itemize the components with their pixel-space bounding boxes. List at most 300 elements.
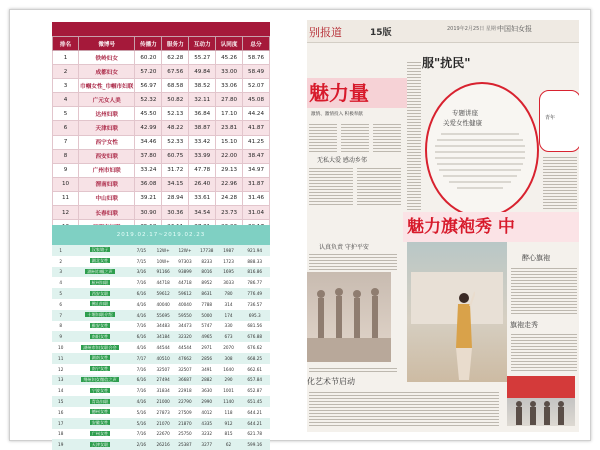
table-cell: 118 [218,407,240,418]
table-cell: 1140 [218,396,240,407]
list-item [52,256,270,267]
table-cell: 6 [53,121,79,135]
table-cell: 16 [52,407,69,418]
table-cell: 97303 [174,256,196,267]
text-column [511,332,577,372]
table-cell: 7/17 [130,353,152,364]
text-column [407,60,421,210]
table-cell: 15 [52,396,69,407]
photo-performers [307,272,391,362]
table-cell: 1695 [218,267,240,278]
table-row [53,121,270,135]
account-name: 湖南女性 [91,355,109,361]
bottom-headline: 化艺术节启动 [307,377,355,386]
table-cell: 14 [52,385,69,396]
list-item [52,299,270,310]
table-cell: 4/16 [130,396,152,407]
table-cell: 786.77 [239,277,270,288]
table-cell: 19 [52,439,69,450]
table-cell: 68.58 [162,79,189,93]
table-cell [69,364,130,375]
table-cell: 57.20 [135,65,162,79]
table-cell: 695.3 [239,310,270,321]
table-cell: 52.33 [162,135,189,149]
list-item [52,342,270,353]
table-cell: 3232 [196,429,218,440]
wechat-table-header: 2019.02.17~2019.02.23 [52,225,270,245]
table-cell: 12 [52,364,69,375]
table-cell: 4/16 [130,299,152,310]
table-cell: 47662 [174,353,196,364]
table-row [53,93,270,107]
table-cell: 668.25 [239,353,270,364]
table-cell: 7/16 [130,429,152,440]
table-cell: 681.56 [239,321,270,332]
table-cell: 921.94 [239,245,270,256]
table-cell: 7/16 [130,277,152,288]
table-cell: 91166 [152,267,174,278]
list-item [52,267,270,278]
table-cell: 中山妇联 [79,191,135,205]
table-cell: 55695 [152,310,174,321]
account-name: 宁波女性 [91,387,109,393]
table-cell: 816.86 [239,267,270,278]
table-cell: 4 [52,277,69,288]
table-cell: 34.54 [189,206,216,220]
table-cell: 广元女人美 [79,93,135,107]
table-cell [69,342,130,353]
table-cell: 29.13 [216,163,243,177]
table-cell: 3277 [196,439,218,450]
table-cell: 60.75 [162,149,189,163]
table-cell: 38.47 [243,149,270,163]
table-cell: 308 [218,353,240,364]
table-cell: 9 [53,163,79,177]
list-item [52,331,270,342]
list-item [52,321,270,332]
table-cell: 铁岭妇女 [79,51,135,65]
table-cell: 45.08 [243,93,270,107]
ranking-header-row [53,37,270,51]
table-cell: 314 [218,299,240,310]
table-cell: 36687 [174,375,196,386]
table-cell: 7 [52,310,69,321]
table-cell: 6 [52,299,69,310]
table-cell: 7/16 [130,364,152,375]
table-cell: 1987 [218,245,240,256]
account-name: 南阳女性 [91,333,109,339]
table-cell: 1723 [218,256,240,267]
list-item [52,364,270,375]
list-item [52,245,270,256]
table-cell: 2/16 [130,439,152,450]
table-cell: 10W+ [152,256,174,267]
table-top-bar [52,22,270,36]
account-name: 佛山妇联 [91,301,109,307]
account-name: 湖州市妇女联合会 [83,344,117,350]
table-cell: 676.88 [239,331,270,342]
text-column [341,122,369,152]
table-cell: 290 [218,375,240,386]
table-cell: 599.16 [239,439,270,450]
table-cell: 6/16 [130,331,152,342]
table-row [53,163,270,177]
text-column [543,155,577,210]
table-cell: 59550 [174,310,196,321]
table-cell: 62 [218,439,240,450]
table-cell: 8 [52,321,69,332]
account-name: 杭州妇联 [91,279,109,285]
mid-headline-2: 认真负责 守护平安 [319,244,369,251]
table-cell [69,439,130,450]
table-cell: 8016 [196,267,218,278]
table-cell: 31.72 [162,163,189,177]
table-cell: 5 [52,288,69,299]
table-cell [69,245,130,256]
table-cell: 676.62 [239,342,270,353]
table-cell: 4/16 [130,310,152,321]
column-header: 服务力 [162,37,189,51]
table-cell: 21070 [152,418,174,429]
table-cell: 34184 [152,331,174,342]
table-cell: 3491 [196,364,218,375]
table-cell: 长春妇联 [79,206,135,220]
table-cell: 33.00 [216,65,243,79]
table-cell: 621.78 [239,429,270,440]
table-cell: 11 [53,191,79,205]
table-cell: 4012 [196,407,218,418]
table-cell: 34.15 [162,177,189,191]
text-column [309,166,353,206]
table-row [53,206,270,220]
table-cell: 12 [53,206,79,220]
table-cell: 48.22 [162,121,189,135]
table-cell: 662.61 [239,364,270,375]
table-cell: 31.87 [243,177,270,191]
table-cell: 673 [218,331,240,342]
table-cell [69,299,130,310]
table-cell [69,256,130,267]
table-cell: 2856 [196,353,218,364]
table-cell: 45.50 [135,107,162,121]
paper-cn: 中国妇女报 [497,25,532,33]
column-header: 传播力 [135,37,162,51]
account-name: 广州女性 [91,430,109,436]
table-cell: 22670 [152,429,174,440]
table-cell: 巾帼女性_巾帼市妇联 [79,79,135,93]
table-cell: 44544 [174,342,196,353]
table-cell [69,418,130,429]
table-cell: 28.94 [162,191,189,205]
table-cell: 3 [52,267,69,278]
table-cell [69,331,130,342]
table-cell: 8952 [196,277,218,288]
account-name: 西安女联 [91,290,109,296]
table-cell: 174 [218,310,240,321]
group-silhouette [507,376,575,426]
table-cell: 7/16 [130,321,152,332]
table-cell: 32507 [152,364,174,375]
table-cell: 52.07 [243,79,270,93]
table-cell: 22.00 [216,149,243,163]
table-cell: 67.56 [162,65,189,79]
table-cell: 1 [52,245,69,256]
wechat-ranking-table [52,225,270,448]
table-cell: 24.28 [216,191,243,205]
table-cell: 44544 [152,342,174,353]
table-cell [69,385,130,396]
table-cell: 651.45 [239,396,270,407]
newspaper-clipping [307,20,579,432]
text-column [309,252,397,270]
table-cell: 31834 [152,385,174,396]
photo-group [507,376,575,426]
table-cell: 11 [52,353,69,364]
account-name: 安徽女性 [91,420,109,426]
table-cell: 27.80 [216,93,243,107]
account-name: 湖北女性 [91,258,109,264]
table-cell: 5 [53,107,79,121]
account-name: 荆州妇女微信之声 [83,376,117,382]
table-cell: 55.27 [189,51,216,65]
table-cell: 7 [53,135,79,149]
table-cell: 58.76 [243,51,270,65]
table-cell: 60.20 [135,51,162,65]
table-cell: 49.84 [189,65,216,79]
table-cell: 2 [53,65,79,79]
table-cell [69,353,130,364]
table-cell: 62.28 [162,51,189,65]
right-headline-2: 旗袍走秀 [510,321,538,329]
table-cell: 6/16 [130,288,152,299]
table-cell: 8233 [196,256,218,267]
table-cell: 26216 [152,439,174,450]
table-cell [69,375,130,386]
table-cell: 17.10 [216,107,243,121]
table-cell: 36.84 [189,107,216,121]
table-cell: 3/16 [130,267,152,278]
table-cell: 30.36 [162,206,189,220]
table-cell: 5/16 [130,407,152,418]
table-cell: 4965 [196,331,218,342]
table-cell [69,277,130,288]
table-cell: 912 [218,418,240,429]
table-cell: 西安妇联 [79,149,135,163]
table-cell: 26.40 [189,177,216,191]
table-cell: 23.73 [216,206,243,220]
table-cell: 2070 [218,342,240,353]
table-cell: 5747 [196,321,218,332]
pink-headline: 魅力量 [307,78,407,108]
table-cell: 41.25 [243,135,270,149]
table-cell: 成都妇女 [79,65,135,79]
table-cell: 27494 [152,375,174,386]
pink-subheadline: 激情、激情投入 积极奉献 [311,112,363,117]
table-cell: 33.61 [189,191,216,205]
table-cell: 59612 [174,288,196,299]
table-cell: 15.10 [216,135,243,149]
table-cell: 5000 [196,310,218,321]
ranking-table-top [52,22,270,217]
table-cell: 34.97 [243,163,270,177]
table-cell: 59612 [152,288,174,299]
account-name: 南宁女性 [91,366,109,372]
table-cell: 4/16 [130,342,152,353]
table-cell: 736.57 [239,299,270,310]
table-cell: 2882 [196,375,218,386]
table-cell: 776.49 [239,288,270,299]
text-column [511,266,577,316]
table-cell: 34.46 [135,135,162,149]
table-cell: 44.24 [243,107,270,121]
column-header: 总分 [243,37,270,51]
table-cell: 42.99 [135,121,162,135]
list-item [52,310,270,321]
table-cell: 17 [52,418,69,429]
column-header: 微博号 [79,37,135,51]
table-cell: 40040 [152,299,174,310]
account-name: 青岛妇联 [91,398,109,404]
table-cell: 27509 [174,407,196,418]
table-cell: 7/15 [130,256,152,267]
table-cell: 天津妇联 [79,121,135,135]
side-text: 青年 [545,115,556,121]
table-cell: 25387 [174,439,196,450]
table-cell: 西宁女性 [79,135,135,149]
table-cell: 58.49 [243,65,270,79]
table-cell: 38.87 [189,121,216,135]
text-column [309,366,397,374]
list-item [52,407,270,418]
table-cell: 7788 [196,299,218,310]
table-cell: 888.33 [239,256,270,267]
table-cell: 18 [52,429,69,440]
table-row [53,65,270,79]
table-cell: 815 [218,429,240,440]
table-cell: 1 [53,51,79,65]
table-cell: 31.46 [243,191,270,205]
page-number: 15版 [370,28,392,38]
column-header: 认同度 [216,37,243,51]
table-cell: 38.52 [189,79,216,93]
newspaper-header [307,20,579,43]
table-row [53,51,270,65]
list-item [52,277,270,288]
table-cell: 37.80 [135,149,162,163]
table-cell: 780 [218,288,240,299]
table-cell: 3033 [218,277,240,288]
account-name: 湖州巾帼之声 [87,268,113,274]
table-cell: 657.84 [239,375,270,386]
table-cell: 33.06 [216,79,243,93]
account-name: 雅安女性 [91,322,109,328]
table-cell: 34473 [174,321,196,332]
account-name: 十堰妇联介绍 [87,312,113,318]
table-cell: 32320 [174,331,196,342]
table-cell: 9 [52,331,69,342]
side-highlight-box [539,90,579,152]
table-cell: 36.08 [135,177,162,191]
table-cell: 44718 [174,277,196,288]
right-headline-1: 醉心旗袍 [522,254,550,262]
dancer-figure [453,288,475,382]
table-cell: 45.26 [216,51,243,65]
table-cell: 34483 [152,321,174,332]
list-item [52,429,270,440]
list-item [52,439,270,450]
right-headline: 服"扰民" [422,56,471,70]
table-cell: 5/16 [130,418,152,429]
ellipse-lines [427,84,533,212]
table-cell [69,396,130,407]
table-cell: 3630 [196,385,218,396]
table-cell: 25750 [174,429,196,440]
table-cell: 33.99 [189,149,216,163]
table-cell: 41.87 [243,121,270,135]
table-row [53,149,270,163]
table-cell: 23.81 [216,121,243,135]
list-item [52,385,270,396]
table-cell: 8631 [196,288,218,299]
table-cell: 广州市妇联 [79,163,135,177]
list-item [52,396,270,407]
table-cell: 93899 [174,267,196,278]
table-cell: 1640 [218,364,240,375]
column-header: 互动力 [189,37,216,51]
highlight-ellipse [425,82,539,218]
table-cell [69,288,130,299]
list-item [52,288,270,299]
table-cell: 652.87 [239,385,270,396]
table-cell: 达州妇联 [79,107,135,121]
table-cell: 56.97 [135,79,162,93]
performers-silhouette [307,272,391,362]
table-cell: 10 [52,342,69,353]
table-cell: 40040 [174,299,196,310]
table-cell: 32507 [174,364,196,375]
column-header: 排名 [53,37,79,51]
list-item [52,353,270,364]
table-cell: 3 [53,79,79,93]
table-cell [69,429,130,440]
paper-name: 别报道 [309,26,342,39]
text-column [309,390,499,428]
table-cell: 22918 [174,385,196,396]
table-cell: 17738 [196,245,218,256]
table-cell [69,267,130,278]
table-cell: 27873 [152,407,174,418]
account-name: 天津女联 [91,441,109,447]
table-cell: 30.90 [135,206,162,220]
list-item [52,375,270,386]
text-column [357,166,401,206]
table-cell [69,321,130,332]
table-cell: 12W+ [152,245,174,256]
table-cell: 13 [52,375,69,386]
table-cell: 8 [53,149,79,163]
mid-headline-1: 无私大爱 感动乡邻 [317,157,367,164]
topic-health: 关爱女性健康 [443,119,482,127]
banner-headline: 魅力旗袍秀 中 [403,212,579,242]
table-cell: 44718 [152,277,174,288]
table-cell: 22.96 [216,177,243,191]
table-cell: 39.21 [135,191,162,205]
table-cell: 7/16 [130,385,152,396]
paper-date: 2019年2月25日 星期一 [447,26,501,32]
table-cell: 4 [53,93,79,107]
table-row [53,135,270,149]
table-cell: 22790 [174,396,196,407]
